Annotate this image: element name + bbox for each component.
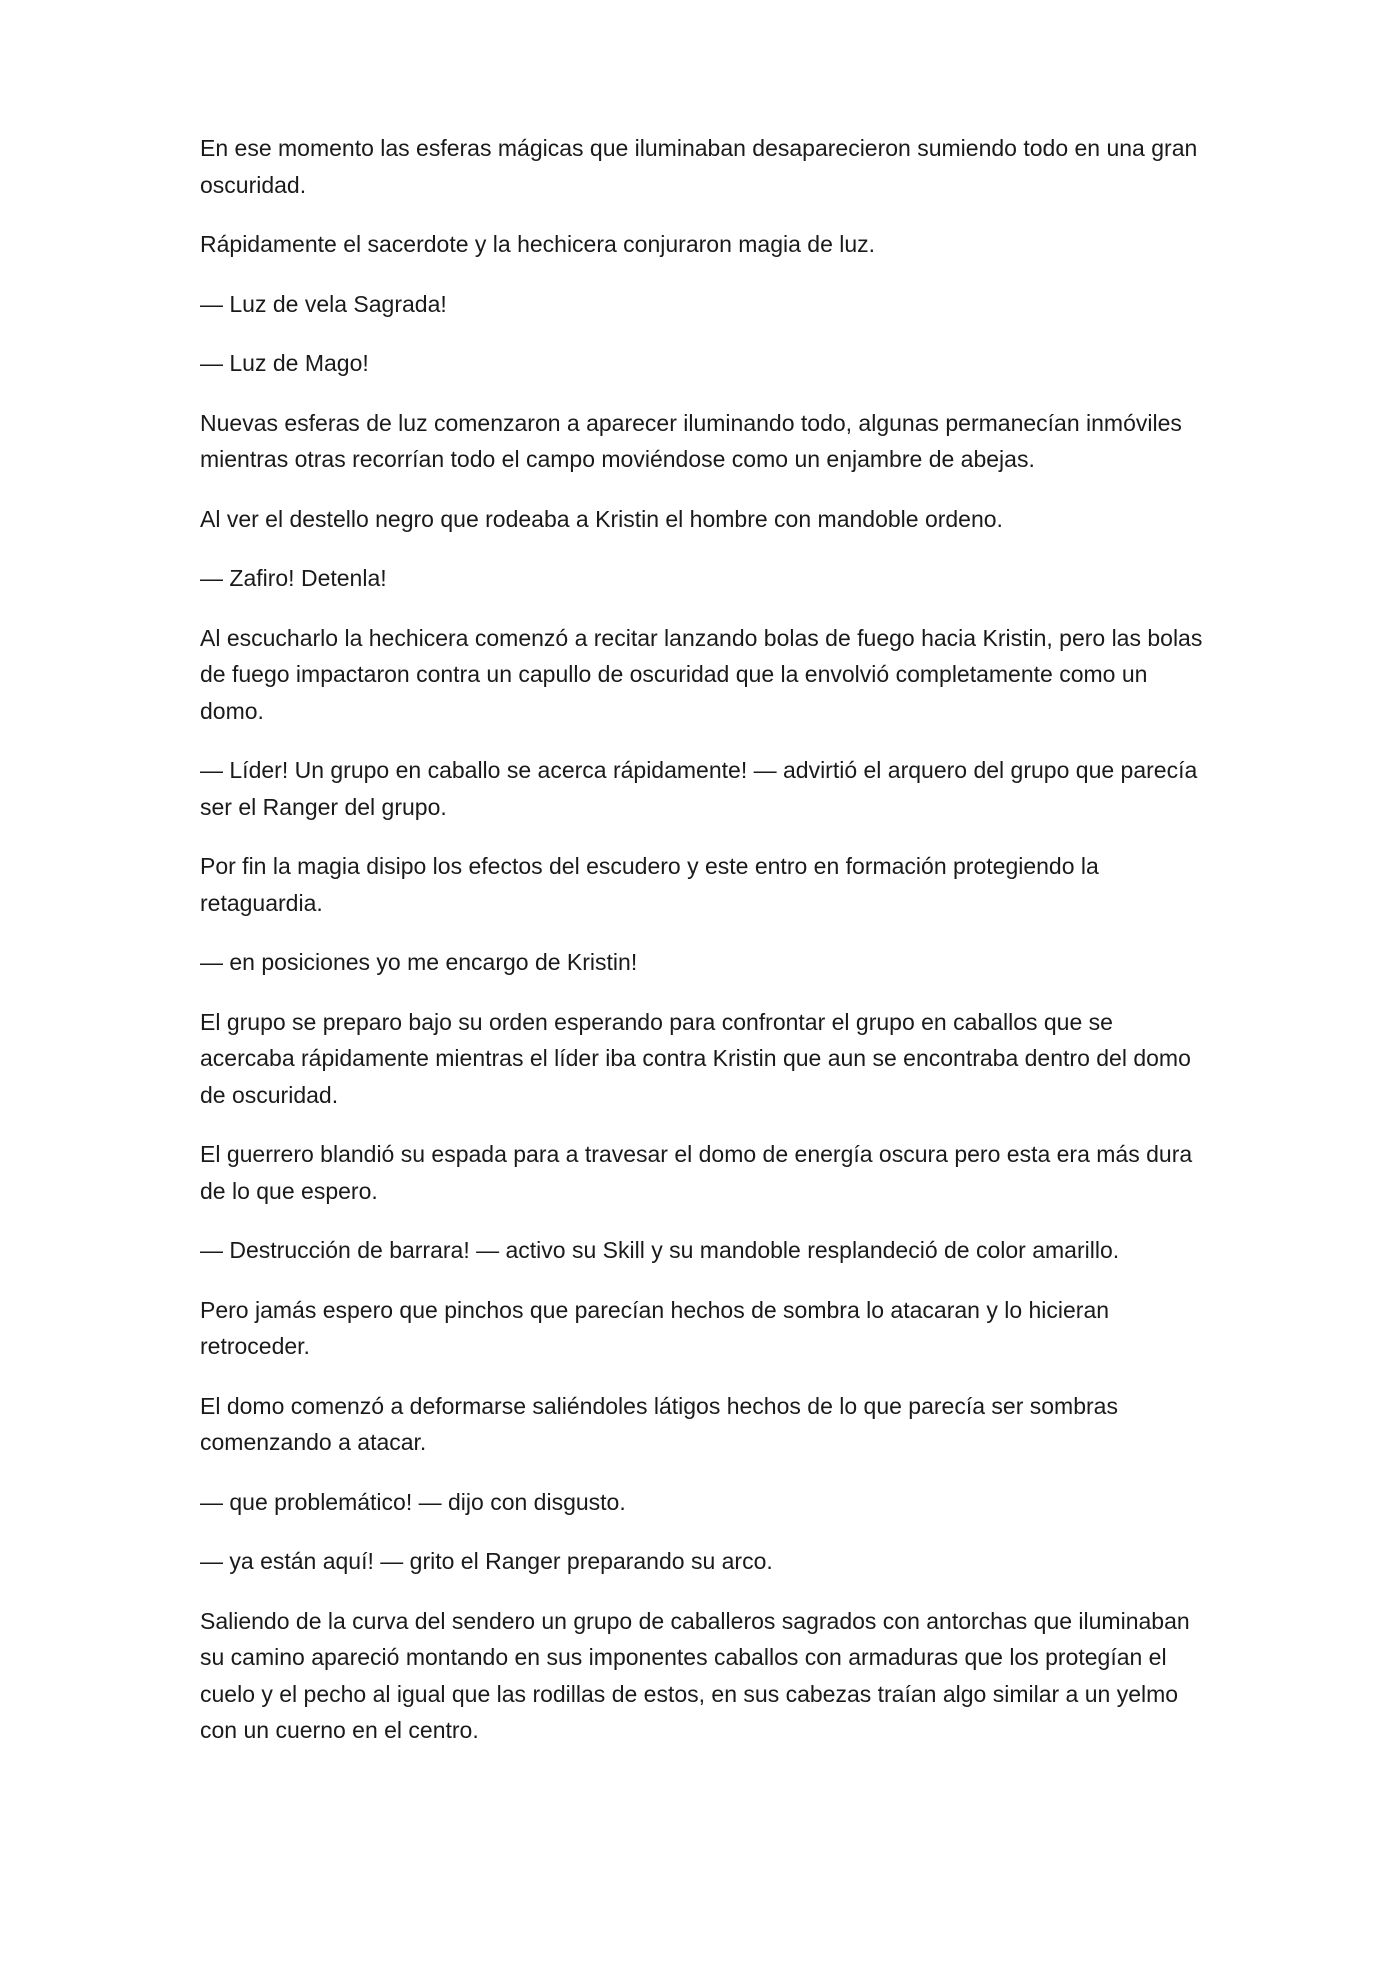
- dialogue-line: — ya están aquí! — grito el Ranger preparando su arco.: [200, 1548, 773, 1574]
- paragraph: Al escucharlo la hechicera comenzó a recitar lanzando bolas de fuego hacia Kristin, pero las bolas de fuego impactaron contra un capullo de oscuridad que la envolvió completamente como un domo.: [200, 624, 1203, 724]
- paragraph: El grupo se preparo bajo su orden esperando para confrontar el grupo en caballos que se acercaba rápidamente mientras el líder iba contra Kristin que aun se encontraba dentro del domo de oscuridad.: [200, 1008, 1191, 1108]
- dialogue-line: — Destrucción de barrara! — activo su Skill y su mandoble resplandeció de color amarillo.: [200, 1237, 1120, 1263]
- paragraph: El guerrero blandió su espada para a travesar el domo de energía oscura pero esta era más dura de lo que espero.: [200, 1141, 1193, 1204]
- paragraph: Saliendo de la curva del sendero un grupo de caballeros sagrados con antorchas que iluminaban su camino apareció montando en sus imponentes caballos con armaduras que los protegían el cuelo y el pecho al igual que las rodillas de estos, en sus cabezas traían algo similar a un yelmo con un cuerno en el centro.: [200, 1607, 1190, 1743]
- dialogue-line: — en posiciones yo me encargo de Kristin!: [200, 949, 638, 975]
- paragraph: En ese momento las esferas mágicas que iluminaban desaparecieron sumiendo todo en una gran oscuridad.: [200, 135, 1198, 198]
- paragraph: El domo comenzó a deformarse saliéndoles látigos hechos de lo que parecía ser sombras comenzando a atacar.: [200, 1392, 1118, 1455]
- paragraph: Al ver el destello negro que rodeaba a Kristin el hombre con mandoble ordeno.: [200, 505, 1003, 532]
- document-body: [200, 130, 1210, 1772]
- paragraph: Por fin la magia disipo los efectos del escudero y este entro en formación protegiendo la retaguardia.: [200, 853, 1099, 916]
- paragraph: Nuevas esferas de luz comenzaron a aparecer iluminando todo, algunas permanecían inmóviles mientras otras recorrían todo el campo moviéndose como un enjambre de abejas.: [200, 409, 1182, 472]
- dialogue-line: — Luz de vela Sagrada!: [200, 290, 447, 317]
- paragraph: Rápidamente el sacerdote y la hechicera conjuraron magia de luz.: [200, 231, 876, 257]
- dialogue-line: — Luz de Mago!: [200, 350, 369, 376]
- dialogue-line: — que problemático! — dijo con disgusto.: [200, 1488, 626, 1515]
- paragraph: Pero jamás espero que pinchos que parecían hechos de sombra lo atacaran y lo hicieran retroceder.: [200, 1296, 1110, 1359]
- dialogue-line: — Líder! Un grupo en caballo se acerca rápidamente! — advirtió el arquero del grupo que parecía ser el Ranger del grupo.: [200, 757, 1198, 820]
- dialogue-line: — Zafiro! Detenla!: [200, 565, 387, 591]
